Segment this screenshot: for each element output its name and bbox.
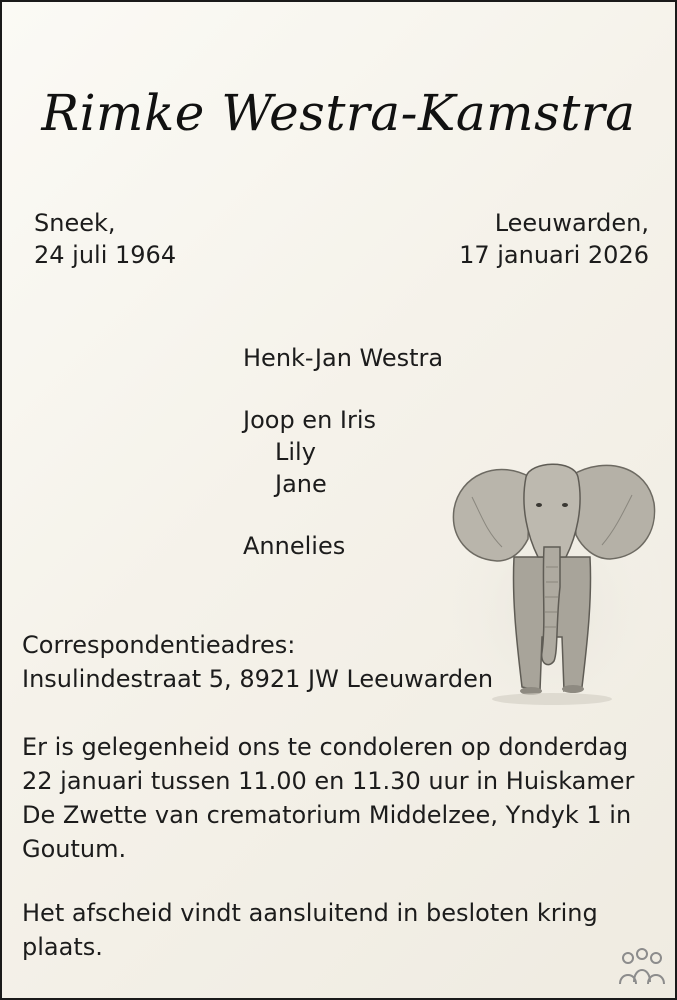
family-member: Joop en Iris — [243, 406, 377, 434]
deceased-name: Rimke Westra-Kamstra — [41, 84, 636, 142]
farewell-text — [22, 896, 662, 964]
birth-place: Sneek, — [34, 209, 116, 237]
condolence-line: De Zwette van crematorium Middelzee, Yndyk 1 in — [22, 801, 632, 829]
people-group-icon — [618, 946, 666, 986]
condolence-line: Er is gelegenheid ons te condoleren op donderdag — [22, 733, 629, 761]
family-member: Henk-Jan Westra — [243, 344, 444, 372]
family-member-child: Lily — [275, 438, 316, 466]
family-member: Annelies — [243, 532, 346, 560]
condolence-line: 22 januari tussen 11.00 en 11.30 uur in Huiskamer — [22, 767, 635, 795]
death-place: Leeuwarden, — [494, 209, 649, 237]
death-info — [459, 207, 649, 271]
death-date: 17 januari 2026 — [459, 241, 649, 269]
address-label: Correspondentieadres: — [22, 631, 296, 659]
condolence-line: Goutum. — [22, 835, 127, 863]
birth-date: 24 juli 1964 — [34, 241, 177, 269]
condolence-text — [22, 730, 662, 866]
farewell-line: Het afscheid vindt aansluitend in besloten kring — [22, 899, 598, 927]
birth-info — [34, 207, 176, 271]
family-member-child: Jane — [275, 470, 327, 498]
farewell-line: plaats. — [22, 933, 103, 961]
address-line: Insulindestraat 5, 8921 JW Leeuwarden — [22, 665, 494, 693]
correspondence-address — [22, 628, 662, 696]
